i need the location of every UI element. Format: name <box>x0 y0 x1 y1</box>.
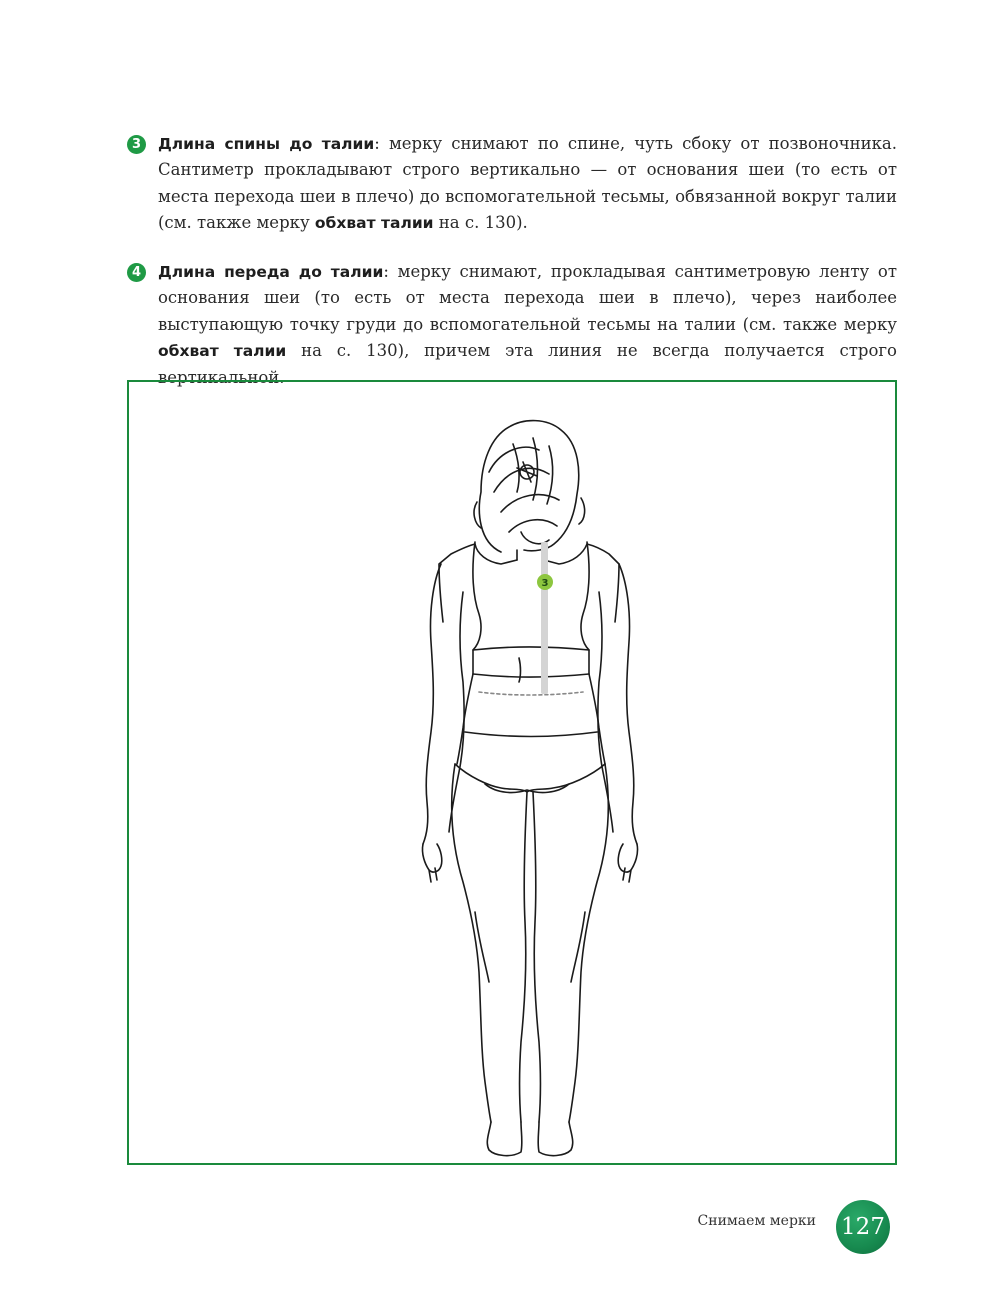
item-4-tail: на с. 130), причем эта линия не всегда получается строго вертикальной. <box>158 341 897 387</box>
measurement-marker-label: 3 <box>541 578 549 589</box>
item-4-text <box>127 259 897 391</box>
term-back-length: Длина спины до талии <box>158 135 375 153</box>
item-3-text <box>127 131 897 237</box>
ref-term-waist: обхват талии <box>314 214 434 233</box>
measurement-item-4 <box>127 259 897 391</box>
hair <box>479 421 578 552</box>
item-3-body: : мерку снимают по спине, чуть сбоку от позвоночника. Сантиметр прокладывают строго вертикально — от основания шеи (то есть от места перехода шеи в плечо) до вспомогательной тесьмы, обвязанной вокруг талии (см. также мерку <box>158 134 898 233</box>
section-label: Снимаем мерки <box>697 1213 816 1229</box>
number-badge-4: 4 <box>127 263 146 282</box>
page-number-badge: 127 <box>836 1200 890 1254</box>
item-3-tail: на с. 130). <box>433 213 528 233</box>
illustration-frame <box>127 380 897 1165</box>
number-badge-3: 3 <box>127 135 146 154</box>
term-front-length: Длина переда до талии <box>158 263 384 281</box>
body-back-illustration <box>129 382 895 1163</box>
measuring-tape <box>541 542 548 694</box>
measurement-item-3 <box>127 131 897 237</box>
ref-term-waist-2: обхват талии <box>158 342 287 361</box>
item-4-body: : мерку снимают, прокладывая сантиметровую ленту от основания шеи (то есть от места перехода шеи в плечо), через наиболее выступающую точку груди до вспомогательной тесьмы на талии (см. также мерку <box>158 262 897 334</box>
